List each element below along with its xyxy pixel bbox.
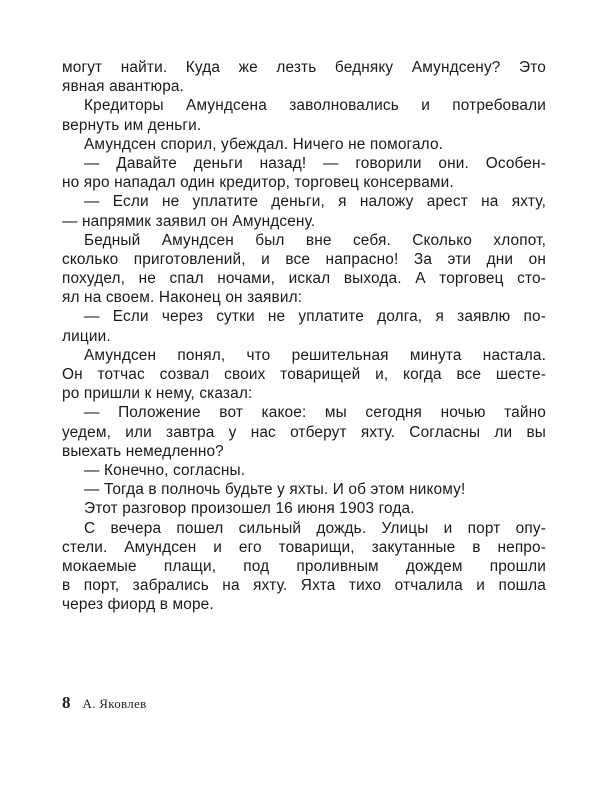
text-line: Амундсен понял, что решительная минута настала. (84, 346, 546, 364)
text-line: Этот разговор произошел 16 июня 1903 года. (84, 500, 415, 518)
text-line: но яро нападал один кредитор, торговец консервами. (62, 174, 454, 192)
text-line: ял на своем. Наконец он заявил: (62, 289, 303, 307)
text-line: — Положение вот какое: мы сегодня ночью тайно (84, 404, 546, 422)
text-line: явная авантюра. (62, 78, 185, 96)
text-line: Кредиторы Амундсена заволновались и потребовали (84, 97, 546, 115)
text-line: — Если не уплатите деньги, я наложу арест на яхту, (84, 193, 546, 211)
text-line: через фиорд в море. (62, 596, 214, 614)
text-line: стели. Амундсен и его товарищи, закутанные в непро- (62, 538, 546, 556)
text-line: лиции. (62, 327, 111, 345)
text-line: С вечера пошел сильный дождь. Улицы и порт опу- (84, 519, 546, 537)
text-line: — Давайте деньги назад! — говорили они. Особен- (84, 154, 546, 172)
text-line: Амундсен спорил, убеждал. Ничего не помогало. (84, 135, 444, 153)
text-line: выехать немедленно? (62, 442, 224, 460)
text-line: ро пришли к нему, сказал: (62, 385, 253, 403)
text-line: — Если через сутки не уплатите долга, я заявлю по- (84, 308, 546, 326)
text-line: — Тогда в полночь будьте у яхты. И об этом никому! (84, 481, 466, 499)
text-line: — напрямик заявил он Амундсену. (62, 212, 316, 230)
text-line: — Конечно, согласны. (84, 461, 246, 479)
text-line: вернуть им деньги. (62, 116, 202, 134)
text-line: Он тотчас созвал своих товарищей и, когда все шесте- (62, 366, 546, 383)
page-footer (62, 693, 147, 713)
page-number: 8 (62, 693, 71, 712)
text-line: сколько приготовлений, и все напрасно! За эти дни он (62, 250, 546, 268)
text-line: могут найти. Куда же лезть бедняку Амундсену? Это (62, 59, 546, 76)
text-line: похудел, не спал ночами, искал выхода. А торговец сто- (62, 270, 546, 288)
text-line: в порт, забрались на яхту. Яхта тихо отчалила и пошла (62, 577, 546, 595)
text-body (62, 58, 546, 614)
text-line: уедем, или завтра у нас отберут яхту. Согласны ли вы (62, 423, 546, 441)
text-line: мокаемые плащи, под проливным дождем прошли (62, 557, 546, 575)
running-author: А. Яковлев (82, 696, 147, 711)
text-line: Бедный Амундсен был вне себя. Сколько хлопот, (84, 231, 546, 249)
